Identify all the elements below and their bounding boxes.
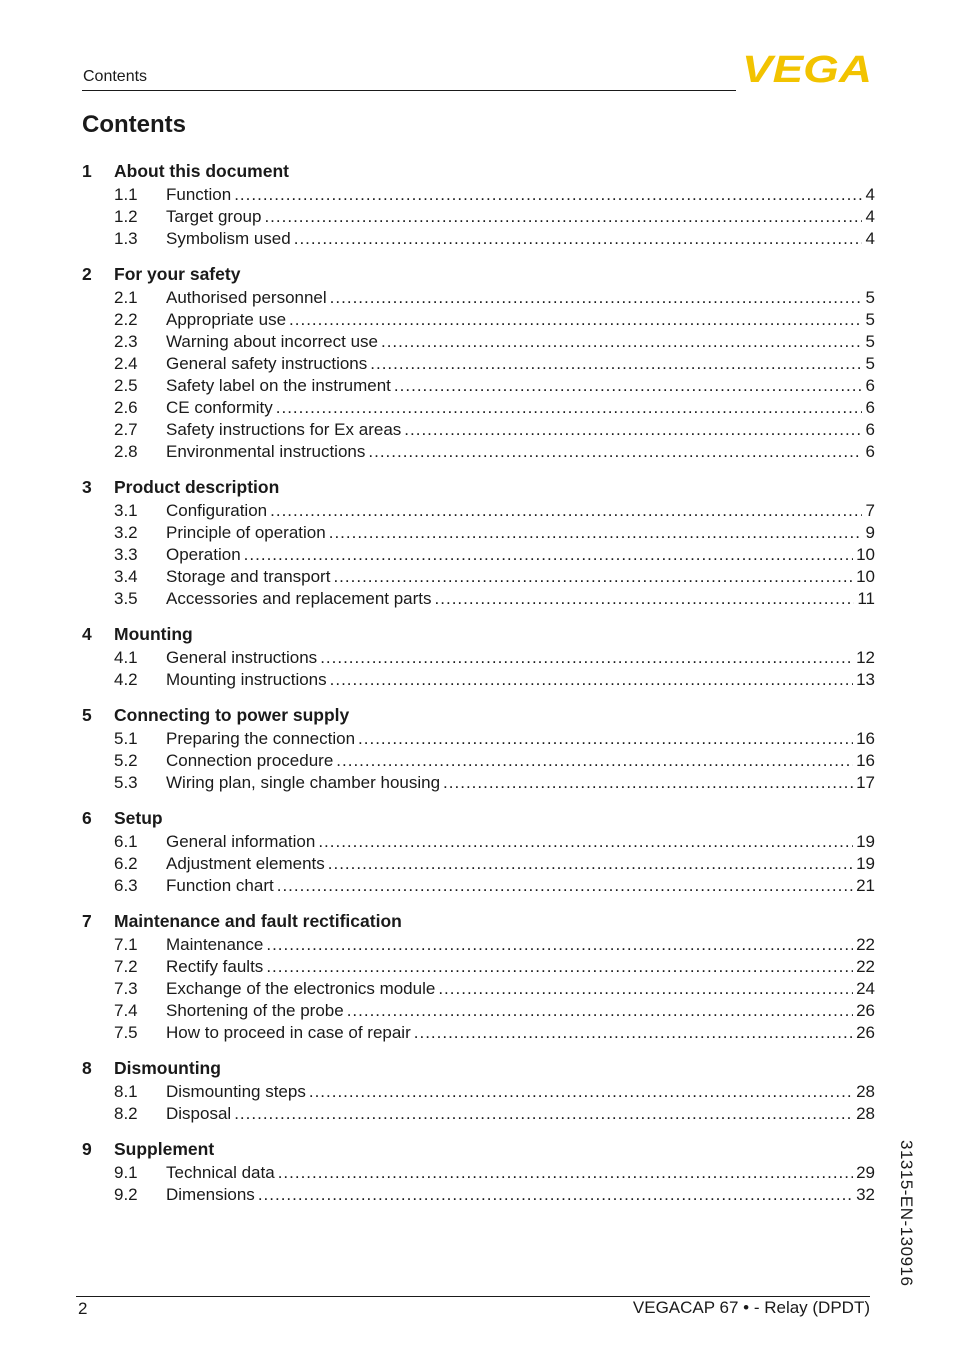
section-title: For your safety (114, 264, 241, 284)
entry-number: 7.5 (114, 1023, 138, 1042)
entry-number: 5.3 (114, 773, 138, 792)
entry-title: Preparing the connection (166, 729, 356, 748)
entry-title: Environmental instructions (166, 442, 366, 461)
toc-entry[interactable] (82, 228, 875, 250)
entry-title: CE conformity (166, 398, 273, 417)
entry-page: 22 (856, 957, 875, 976)
dot-leader (266, 934, 853, 956)
entry-number: 1.1 (114, 185, 138, 204)
section-number: 4 (82, 624, 92, 644)
toc-entry[interactable] (82, 522, 875, 544)
entry-title: Maintenance (166, 935, 264, 954)
dot-leader (266, 956, 853, 978)
toc-entry[interactable] (82, 647, 875, 669)
entry-page: 7 (865, 501, 875, 520)
toc-entry[interactable] (82, 934, 875, 956)
entry-page: 19 (856, 832, 875, 851)
toc-entry[interactable] (82, 566, 875, 588)
entry-number: 3.5 (114, 589, 138, 608)
dot-leader (414, 1022, 853, 1044)
entry-title: General information (166, 832, 316, 851)
entry-title: Disposal (166, 1104, 232, 1123)
toc-entry[interactable] (82, 750, 875, 772)
entry-page: 9 (865, 523, 875, 542)
entry-title: Function (166, 185, 232, 204)
entry-page: 5 (865, 354, 875, 373)
entry-page: 28 (856, 1082, 875, 1101)
toc-entry[interactable] (82, 331, 875, 353)
entry-title: Appropriate use (166, 310, 287, 329)
dot-leader (289, 309, 862, 331)
entry-title: General instructions (166, 648, 318, 667)
entry-number: 8.2 (114, 1104, 138, 1123)
toc-entry[interactable] (82, 588, 875, 610)
toc-entry[interactable] (82, 1081, 875, 1103)
toc-section-heading[interactable] (82, 158, 875, 184)
dot-leader (328, 853, 853, 875)
entry-number: 3.3 (114, 545, 138, 564)
dot-leader (330, 669, 853, 691)
entry-title: Configuration (166, 501, 268, 520)
entry-page: 16 (856, 751, 875, 770)
section-number: 7 (82, 911, 92, 931)
dot-leader (435, 588, 855, 610)
entry-title: Technical data (166, 1163, 275, 1182)
page-number: 2 (78, 1299, 88, 1318)
dot-leader (278, 1162, 853, 1184)
entry-number: 2.3 (114, 332, 138, 351)
toc-entry[interactable] (82, 1000, 875, 1022)
dot-leader (294, 228, 862, 250)
entry-page: 4 (865, 207, 875, 226)
entry-page: 26 (856, 1023, 875, 1042)
product-name: VEGACAP 67 • - Relay (DPDT) (632, 1298, 870, 1317)
entry-page: 13 (856, 670, 875, 689)
entry-title: Dismounting steps (166, 1082, 306, 1101)
section-title: Maintenance and fault rectification (114, 911, 402, 931)
toc-entry[interactable] (82, 287, 875, 309)
toc-section-heading[interactable] (82, 1136, 875, 1162)
entry-number: 4.1 (114, 648, 138, 667)
toc-entry[interactable] (82, 831, 875, 853)
entry-title: How to proceed in case of repair (166, 1023, 411, 1042)
entry-title: Adjustment elements (166, 854, 325, 873)
vega-logo (741, 51, 873, 85)
toc-entry[interactable] (82, 728, 875, 750)
entry-number: 2.8 (114, 442, 138, 461)
entry-title: General safety instructions (166, 354, 368, 373)
entry-title: Accessories and replacement parts (166, 589, 432, 608)
entry-number: 8.1 (114, 1082, 138, 1101)
entry-title: Safety instructions for Ex areas (166, 420, 402, 439)
entry-number: 4.2 (114, 670, 138, 689)
toc-entry[interactable] (82, 669, 875, 691)
entry-number: 1.3 (114, 229, 138, 248)
dot-leader (329, 522, 862, 544)
toc-section (82, 1136, 875, 1206)
entry-title: Symbolism used (166, 229, 291, 248)
entry-page: 19 (856, 854, 875, 873)
entry-title: Dimensions (166, 1185, 255, 1204)
entry-number: 2.5 (114, 376, 138, 395)
dot-leader (336, 750, 853, 772)
section-number: 8 (82, 1058, 92, 1078)
entry-number: 2.1 (114, 288, 138, 307)
toc-entry[interactable] (82, 206, 875, 228)
toc-entry[interactable] (82, 375, 875, 397)
section-title: Supplement (114, 1139, 215, 1159)
entry-number: 3.4 (114, 567, 138, 586)
entry-page: 28 (856, 1104, 875, 1123)
footer-rule (76, 1296, 870, 1297)
dot-leader (404, 419, 862, 441)
dot-leader (370, 353, 862, 375)
entry-number: 2.7 (114, 420, 138, 439)
entry-title: Function chart (166, 876, 274, 895)
toc-entry[interactable] (82, 309, 875, 331)
toc-section-heading[interactable] (82, 702, 875, 728)
entry-title: Warning about incorrect use (166, 332, 378, 351)
entry-page: 6 (865, 398, 875, 417)
entry-number: 5.1 (114, 729, 138, 748)
entry-number: 6.1 (114, 832, 138, 851)
entry-page: 26 (856, 1001, 875, 1020)
entry-number: 1.2 (114, 207, 138, 226)
entry-page: 6 (865, 442, 875, 461)
entry-page: 4 (865, 185, 875, 204)
toc-section (82, 621, 875, 691)
toc-entry[interactable] (82, 1103, 875, 1125)
section-title: About this document (114, 161, 289, 181)
dot-leader (443, 772, 853, 794)
toc-section-heading[interactable] (82, 261, 875, 287)
entry-page: 10 (856, 567, 875, 586)
entry-page: 12 (856, 648, 875, 667)
entry-page: 4 (865, 229, 875, 248)
dot-leader (234, 1103, 853, 1125)
toc-section (82, 702, 875, 794)
section-title: Connecting to power supply (114, 705, 350, 725)
entry-title: Exchange of the electronics module (166, 979, 436, 998)
toc-entry[interactable] (82, 419, 875, 441)
entry-page: 5 (865, 288, 875, 307)
toc-entry[interactable] (82, 1022, 875, 1044)
section-number: 5 (82, 705, 92, 725)
entry-number: 7.3 (114, 979, 138, 998)
entry-page: 5 (865, 332, 875, 351)
entry-page: 22 (856, 935, 875, 954)
dot-leader (320, 647, 853, 669)
entry-page: 24 (856, 979, 875, 998)
section-title: Setup (114, 808, 163, 828)
dot-leader (234, 184, 862, 206)
entry-page: 10 (856, 545, 875, 564)
logo-text: VEGA (742, 51, 872, 85)
running-header: Contents (83, 68, 148, 85)
entry-number: 5.2 (114, 751, 138, 770)
section-number: 6 (82, 808, 92, 828)
entry-title: Connection procedure (166, 751, 334, 770)
entry-number: 3.2 (114, 523, 138, 542)
entry-number: 7.2 (114, 957, 138, 976)
entry-title: Principle of operation (166, 523, 326, 542)
dot-leader (244, 544, 853, 566)
toc-section (82, 474, 875, 610)
page-title: Contents (82, 111, 186, 138)
toc-entry[interactable] (82, 875, 875, 897)
entry-number: 2.6 (114, 398, 138, 417)
entry-number: 2.4 (114, 354, 138, 373)
dot-leader (381, 331, 862, 353)
toc-entry[interactable] (82, 1184, 875, 1206)
toc-entry[interactable] (82, 397, 875, 419)
entry-page: 29 (856, 1163, 875, 1182)
section-title: Product description (114, 477, 280, 497)
entry-page: 6 (865, 420, 875, 439)
toc-section (82, 805, 875, 897)
toc-section-heading[interactable] (82, 908, 875, 934)
dot-leader (264, 206, 862, 228)
dot-leader (333, 566, 853, 588)
toc-section (82, 158, 875, 250)
section-title: Mounting (114, 624, 193, 644)
entry-page: 16 (856, 729, 875, 748)
entry-number: 6.2 (114, 854, 138, 873)
toc-entry[interactable] (82, 772, 875, 794)
entry-number: 3.1 (114, 501, 138, 520)
dot-leader (277, 875, 853, 897)
entry-page: 11 (857, 589, 875, 608)
section-title: Dismounting (114, 1058, 221, 1078)
toc-entry[interactable] (82, 184, 875, 206)
entry-page: 6 (865, 376, 875, 395)
entry-page: 21 (856, 876, 875, 895)
dot-leader (318, 831, 853, 853)
entry-title: Wiring plan, single chamber housing (166, 773, 441, 792)
entry-title: Rectify faults (166, 957, 264, 976)
toc-entry[interactable] (82, 353, 875, 375)
entry-title: Authorised personnel (166, 288, 327, 307)
dot-leader (270, 500, 862, 522)
section-number: 2 (82, 264, 92, 284)
toc-entry[interactable] (82, 441, 875, 463)
toc-section-heading[interactable] (82, 621, 875, 647)
toc-section-heading[interactable] (82, 805, 875, 831)
entry-number: 9.1 (114, 1163, 138, 1182)
entry-page: 32 (856, 1185, 875, 1204)
entry-number: 7.4 (114, 1001, 138, 1020)
entry-number: 9.2 (114, 1185, 138, 1204)
dot-leader (358, 728, 853, 750)
toc-entry[interactable] (82, 853, 875, 875)
entry-title: Shortening of the probe (166, 1001, 344, 1020)
dot-leader (309, 1081, 853, 1103)
document-code: 31315-EN-130916 (897, 1140, 916, 1287)
toc-entry[interactable] (82, 544, 875, 566)
entry-title: Mounting instructions (166, 670, 327, 689)
toc-entry[interactable] (82, 500, 875, 522)
dot-leader (258, 1184, 853, 1206)
entry-number: 2.2 (114, 310, 138, 329)
section-number: 3 (82, 477, 92, 497)
entry-title: Target group (166, 207, 262, 226)
dot-leader (347, 1000, 853, 1022)
dot-leader (438, 978, 853, 1000)
dot-leader (276, 397, 862, 419)
toc-section-heading[interactable] (82, 474, 875, 500)
entry-title: Operation (166, 545, 241, 564)
section-number: 9 (82, 1139, 92, 1159)
toc-entry[interactable] (82, 1162, 875, 1184)
toc-section (82, 261, 875, 463)
toc-entry[interactable] (82, 978, 875, 1000)
header-rule (82, 90, 736, 91)
toc-entry[interactable] (82, 956, 875, 978)
entry-number: 7.1 (114, 935, 138, 954)
dot-leader (368, 441, 862, 463)
dot-leader (394, 375, 862, 397)
section-number: 1 (82, 161, 92, 181)
toc-section (82, 908, 875, 1044)
entry-title: Safety label on the instrument (166, 376, 391, 395)
entry-page: 17 (856, 773, 875, 792)
toc-section (82, 1055, 875, 1125)
entry-page: 5 (865, 310, 875, 329)
entry-title: Storage and transport (166, 567, 331, 586)
entry-number: 6.3 (114, 876, 138, 895)
table-of-contents (82, 158, 875, 1217)
dot-leader (330, 287, 862, 309)
toc-section-heading[interactable] (82, 1055, 875, 1081)
